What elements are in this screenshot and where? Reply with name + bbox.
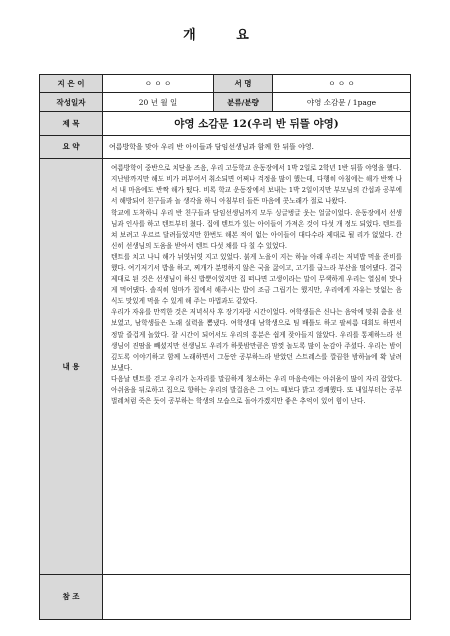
date-row [40, 93, 411, 111]
reference-value[interactable] [103, 574, 411, 619]
document-summary-form [39, 74, 411, 620]
title-label: 제 목 [40, 111, 103, 135]
date-value[interactable]: 20 년 월 일 [103, 93, 214, 111]
content-paragraph: 우리가 자유를 만끽한 것은 저녁식사 후 장기자랑 시간이었다. 여학생들은 신나는 음악에 맞춰 춤을 선보였고, 남학생들은 노래 실력을 뽐냈다. 여학생대 남학생으로 팀 배틀도 하고 팔씨름 대회도 하면서 정말 즐겁게 놀았다. 잘 시간이 되어서도 우리의 흥분은 쉽게 잦아들지 않았다. 우리를 통제하느라 선생님이 진땀을 빼셨지만 선생님도 우리가 하룻밤만큼은 맘껏 놀도록 많이 눈감아 주셨다. 우리는 밤이 깊도록 이야기하고 함께 노래하면서 그동안 공부하느라 받았던 스트레스를 깔끔한 밤하늘에 확 날려 보냈다. [111, 308, 402, 372]
title-row [40, 111, 411, 135]
date-label: 작성일자 [40, 93, 103, 111]
summary-label: 요 약 [40, 135, 103, 159]
summary-text[interactable]: 여름방학을 맞아 우리 반 아이들과 담임선생님과 함께 한 뒤뜰 야영. [103, 135, 411, 159]
content-paragraph: 여름방학이 중반으로 치닫을 즈음, 우리 고등학교 운동장에서 1박 2일로 2학년 1반 뒤뜰 야영을 했다. [111, 164, 402, 173]
signature-value[interactable]: ㅇ ㅇ ㅇ [273, 75, 411, 93]
content-row [40, 159, 411, 575]
author-row [40, 75, 411, 93]
category-value[interactable]: 야영 소감문 / 1page [273, 93, 411, 111]
category-label: 분류/분량 [214, 93, 273, 111]
summary-row [40, 135, 411, 159]
reference-label: 참 조 [40, 574, 103, 619]
content-cell[interactable] [103, 159, 411, 575]
reference-row [40, 574, 411, 619]
content-label: 내 용 [40, 159, 103, 575]
signature-label: 서 명 [214, 75, 273, 93]
author-label: 지 은 이 [40, 75, 103, 93]
document-title[interactable]: 야영 소감문 12(우리 반 뒤뜰 야영) [103, 111, 411, 135]
content-paragraph: 지난밤까지만 해도 비가 퍼부어서 취소되면 어쩌나 걱정을 많이 했는데, 다행히 아침에는 해가 반짝 나서 내 마음에도 반짝 해가 떴다. 비록 학교 운동장에서 보내는 1박 2일이지만 부모님의 간섭과 공부에서 해방되어 친구들과 놀 생각을 하니 아침부터 들뜬 마음에 콧노래가 절로 나왔다. [111, 175, 402, 206]
content-text [111, 163, 402, 407]
author-value[interactable]: ㅇ ㅇ ㅇ [103, 75, 214, 93]
content-paragraph: 학교에 도착하니 우리 반 친구들과 담임선생님까지 모두 싱글벙글 웃는 얼굴이었다. 운동장에서 선생님과 인사를 하고 텐트부터 쳤다. 집에 텐트가 있는 아이들이 가져온 것이 다섯 개 정도 되었다. 텐트를 쳐 보려고 우르르 달려들었지만 한번도 해본 적이 없는 아이들이 대다수라 제대로 될 리가 없었다. 간신히 선생님의 도움을 받아서 텐트 다섯 채를 다 칠 수 있었다. [111, 208, 402, 250]
content-paragraph: 다음날 텐트를 걷고 우리가 논자리를 말끔하게 청소하는 우리 마음속에는 아쉬움이 많이 자리 잡았다. 아쉬움을 뒤로하고 집으로 향하는 우리의 발걸음은 그 어느 때보다 밝고 경쾌했다. 또 내일부터는 공부벌레처럼 죽은 듯이 공부하는 학생의 모습으로 돌아가겠지만 좋은 추억이 있어 힘이 난다. [111, 374, 402, 406]
content-paragraph: 텐트를 치고 나니 해가 뉘엿뉘엿 지고 있었다. 붉게 노을이 지는 하늘 아래 우리는 저녁밥 먹을 준비를 했다. 여기저기서 밥을 하고, 찌개가 분명하지 않은 국을 끓이고, 고기를 굽느라 부산을 떨어댔다. 결국 제대로 된 것은 선생님이 하신 밥뿐이었지만 집 떠나면 고생이라는 말이 무색하게 우리는 열심히 맛나게 먹어댔다. 솔직히 엄마가 집에서 해주시는 밥이 조금 그립기는 했지만, 우리에게 자유는 맛없는 음식도 맛있게 먹을 수 있게 해 주는 마법과도 같았다. [111, 252, 402, 306]
page-title: 개 요 [183, 28, 267, 43]
